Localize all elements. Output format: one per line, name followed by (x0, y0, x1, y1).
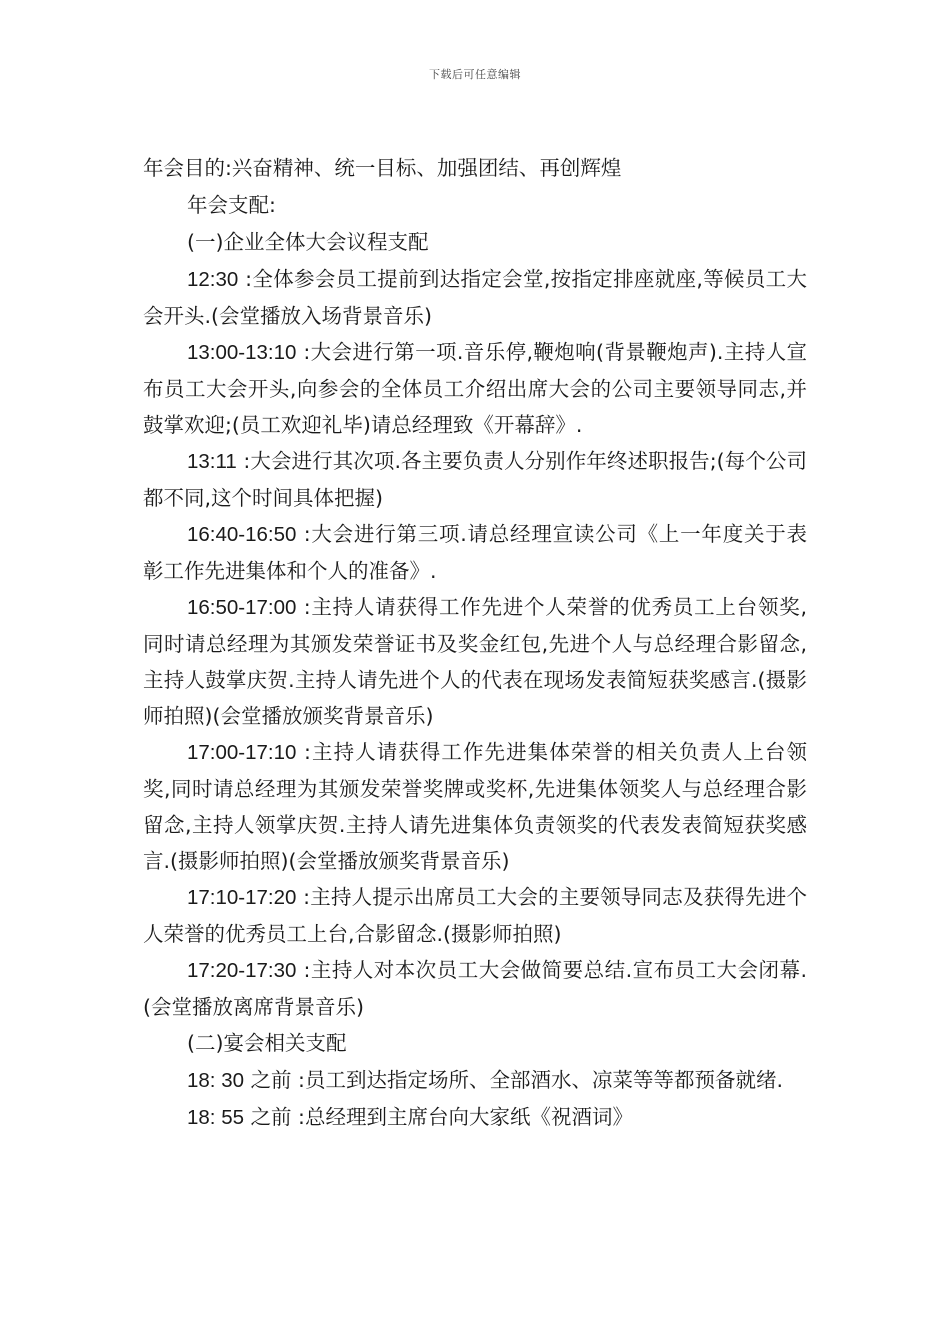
agenda-text: :大会进行第一项.音乐停,鞭炮响(背景鞭炮声).主持人宣布员工大会开头,向参会的全体员工介绍出席大会的公司主要领导同志,并鼓掌欢迎;(员工欢迎礼毕)请总经理致《开幕辞》. (143, 340, 807, 437)
agenda-text: 之前 :员工到达指定场所、全部酒水、凉菜等等都预备就绪. (244, 1068, 783, 1092)
agenda-item (143, 516, 807, 589)
paragraph-text: 年会支配: (187, 193, 276, 217)
agenda-time: 17:10-17:20 (187, 886, 297, 909)
agenda-item (143, 1099, 807, 1136)
paragraph-purpose (143, 150, 807, 187)
agenda-time: 16:40-16:50 (187, 523, 297, 546)
agenda-text: :大会进行第三项.请总经理宣读公司《上一年度关于表彰工作先进集体和个人的准备》. (143, 522, 807, 583)
agenda-time: 17:20-17:30 (187, 959, 297, 982)
agenda-item (143, 952, 807, 1025)
agenda-item (143, 334, 807, 443)
agenda-time: 17:00-17:10 (187, 741, 297, 764)
agenda-time: 18: 55 (187, 1106, 244, 1129)
agenda-text: :主持人对本次员工大会做简要总结.宣布员工大会闭幕.(会堂播放离席背景音乐) (143, 958, 807, 1019)
agenda-text: 之前 :总经理到主席台向大家纸《祝酒词》 (244, 1105, 633, 1129)
agenda-item (143, 879, 807, 952)
agenda-text: :全体参会员工提前到达指定会堂,按指定排座就座,等候员工大会开头.(会堂播放入场背景音乐) (143, 267, 807, 328)
document-body (143, 150, 807, 1136)
agenda-time: 18: 30 (187, 1069, 244, 1092)
section-heading-general-meeting (143, 224, 807, 261)
agenda-item (143, 261, 807, 334)
agenda-time: 16:50-17:00 (187, 596, 297, 619)
paragraph-arrangement (143, 187, 807, 224)
paragraph-text: (二)宴会相关支配 (187, 1031, 347, 1055)
agenda-time: 12:30 (187, 268, 239, 291)
section-heading-banquet (143, 1025, 807, 1062)
paragraph-text: 年会目的:兴奋精神、统一目标、加强团结、再创辉煌 (143, 156, 622, 180)
agenda-time: 13:00-13:10 (187, 341, 297, 364)
agenda-item (143, 589, 807, 734)
agenda-item (143, 443, 807, 516)
agenda-item (143, 734, 807, 879)
page-header: 下载后可任意编辑 (429, 68, 521, 81)
agenda-text: :主持人请获得工作先进集体荣誉的相关负责人上台领奖,同时请总经理为其颁发荣誉奖牌或奖杯,先进集体领奖人与总经理合影留念,主持人领掌庆贺.主持人请先进集体负责领奖的代表发表简短获奖感言.(摄影师拍照)(会堂播放颁奖背景音乐) (143, 740, 807, 873)
agenda-item (143, 1062, 807, 1099)
agenda-time: 13:11 (187, 450, 237, 473)
agenda-text: :大会进行其次项.各主要负责人分别作年终述职报告;(每个公司都不同,这个时间具体把握) (143, 449, 807, 510)
agenda-text: :主持人提示出席员工大会的主要领导同志及获得先进个人荣誉的优秀员工上台,合影留念.(摄影师拍照) (143, 885, 807, 946)
paragraph-text: (一)企业全体大会议程支配 (187, 230, 429, 254)
agenda-text: :主持人请获得工作先进个人荣誉的优秀员工上台领奖,同时请总经理为其颁发荣誉证书及奖金红包,先进个人与总经理合影留念,主持人鼓掌庆贺.主持人请先进个人的代表在现场发表简短获奖感言.(摄影师拍照)(会堂播放颁奖背景音乐) (143, 595, 807, 728)
